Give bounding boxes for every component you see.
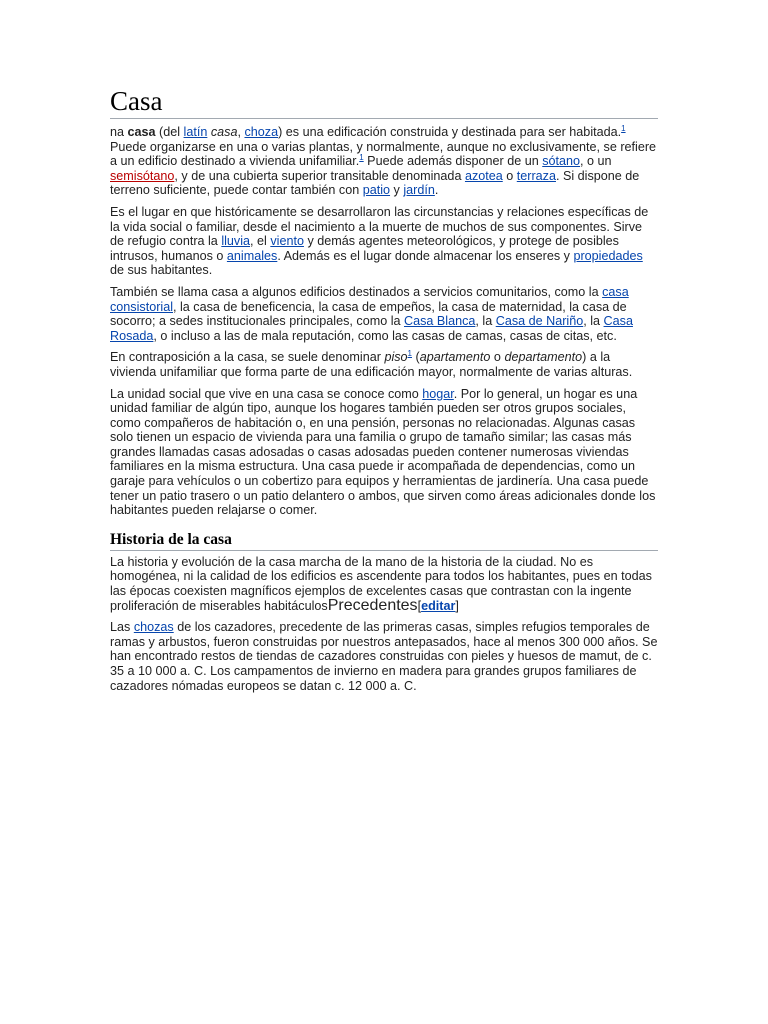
edit-section (418, 599, 459, 613)
paragraph (110, 205, 658, 278)
text: También se llama casa a algunos edificios destinados a servicios comunitarios, como la (110, 284, 603, 299)
italic-term: piso (384, 350, 408, 365)
link-chozas[interactable]: chozas (133, 620, 174, 635)
text: , la casa de beneficencia, la casa de empeños, la casa de maternidad, la casa de socorro; a sedes institucionales principales, como la (110, 299, 627, 329)
link-propiedades[interactable]: propiedades (573, 248, 643, 263)
link-sotano[interactable]: sótano (542, 154, 581, 169)
text: , y de una cubierta superior transitable denominada (174, 168, 465, 183)
text: . Si dispone de terreno suficiente, puede contar también con (110, 168, 640, 198)
paragraph (110, 555, 658, 613)
italic-term: departamento (504, 350, 583, 365)
text: Es el lugar en que históricamente se desarrollaron las circunstancias y relaciones específicas de la vida social o familiar, desde el nacimiento a la muerte de muchos de sus componentes. Sirve de refugio contra la (110, 204, 649, 249)
paragraph (110, 285, 658, 343)
reference-link[interactable]: 1 (359, 153, 364, 162)
subsection-heading-precedentes: Precedentes (327, 596, 418, 614)
link-terraza[interactable]: terraza (516, 168, 556, 183)
edit-bracket: ] (455, 598, 459, 613)
link-casa-blanca[interactable]: Casa Blanca (404, 314, 476, 329)
edit-link[interactable]: editar (421, 598, 456, 613)
link-latin[interactable]: latín (183, 125, 208, 139)
link-viento[interactable]: viento (270, 234, 304, 249)
text: na (110, 125, 128, 139)
text: ) es una edificación construida y destinada para ser habitada. (278, 125, 622, 139)
text: En contraposición a la casa, se suele denominar (110, 350, 385, 365)
text: ( (412, 350, 420, 365)
reference-link[interactable]: 1 (621, 123, 626, 133)
text: La historia y evolución de la casa marcha de la mano de la historia de la ciudad. No es homogénea, ni la calidad de los edificios es ascendente para todos los habitantes, pues en todas las épocas coexisten magníficos ejemplos de excelentes casas que contrastan con la ingente proliferación de miserables habitáculos (110, 554, 652, 613)
text: Las (110, 620, 134, 635)
italic-term: casa (210, 125, 238, 139)
text: o (490, 350, 505, 365)
text: ) a la vivienda unifamiliar que forma parte de una edificación mayor, normalmente de varias alturas. (110, 350, 633, 379)
text: Puede organizarse en una o varias plantas, y normalmente, aunque no exclusivamente, se refiere a un edificio destinado a vivienda unifamiliar. (110, 139, 657, 169)
link-casa-de-narino[interactable]: Casa de Nariño (495, 314, 584, 329)
text: Puede además disponer de un (363, 154, 543, 169)
text: y demás agentes meteorológicos, y protege de posibles intrusos, humanos o (110, 234, 619, 263)
italic-term: apartamento (419, 350, 491, 365)
text: y (390, 183, 404, 198)
section-heading-historia: Historia de la casa (110, 530, 658, 551)
text: de los cazadores, precedente de las primeras casas, simples refugios temporales de ramas y arbustos, fueron construidas por nuestros antepasados, hace al menos 300 000 años. Se han encontrado restos de tiendas de cazadores construidas con pieles y huesos de mamut, de c. 35 a 10 000 a. C. Los campamentos de invierno en madera para grandes grupos familiares de cazadores nómadas europeos se datan c. 12 000 a. C. (110, 620, 658, 693)
intro-paragraph (110, 125, 658, 198)
text: , la (475, 314, 496, 329)
text: o (502, 168, 517, 183)
link-semisotano[interactable]: semisótano (110, 168, 175, 183)
link-casa-rosada[interactable]: Casa Rosada (110, 314, 633, 343)
paragraph (110, 350, 658, 379)
article (110, 86, 658, 700)
text: , (237, 125, 245, 139)
text: . Además es el lugar donde almacenar los enseres y (277, 248, 574, 263)
paragraph (110, 620, 658, 693)
text: , la (583, 314, 604, 329)
link-jardin[interactable]: jardín (403, 183, 435, 198)
text: , o un (580, 154, 612, 169)
text: , el (250, 234, 271, 249)
link-azotea[interactable]: azotea (464, 168, 503, 183)
paragraph (110, 387, 658, 518)
link-hogar[interactable]: hogar (422, 386, 454, 401)
link-casa-consistorial[interactable]: casa consistorial (110, 284, 629, 314)
text: (del (155, 125, 184, 139)
page-title: Casa (110, 86, 658, 119)
edit-bracket: [ (417, 598, 422, 613)
text: La unidad social que vive en una casa se conoce como (110, 386, 423, 401)
link-animales[interactable]: animales (226, 248, 278, 263)
text: . (434, 183, 439, 198)
text: de sus habitantes. (110, 263, 213, 278)
link-patio[interactable]: patio (362, 183, 391, 198)
text: , o incluso a las de mala reputación, como las casas de camas, casas de citas, etc. (153, 328, 617, 343)
text: . Por lo general, un hogar es una unidad familiar de algún tipo, aunque los hogares también pueden ser otros grupos sociales, como compañeros de habitación o, en una pensión, personas no relacionadas. Algunas casas solo tienen un espacio de vivienda para una familia o grupo de tamaño similar; las casas más grandes llamadas casas adosadas o casas adosadas pueden contener numerosas viviendas familiares en la misma estructura. Una casa puede ir acompañada de dependencias, como un garaje para vehículos o un cobertizo para equipos y herramientas de jardinería. Una casa puede tener un patio trasero o un patio delantero o ambos, que sirven como áreas adicionales donde los habitantes pueden relajarse o comer. (110, 386, 656, 518)
link-lluvia[interactable]: lluvia (221, 234, 251, 249)
link-choza[interactable]: choza (244, 125, 279, 139)
bold-term: casa (127, 125, 156, 139)
reference-link[interactable]: 1 (407, 349, 412, 359)
